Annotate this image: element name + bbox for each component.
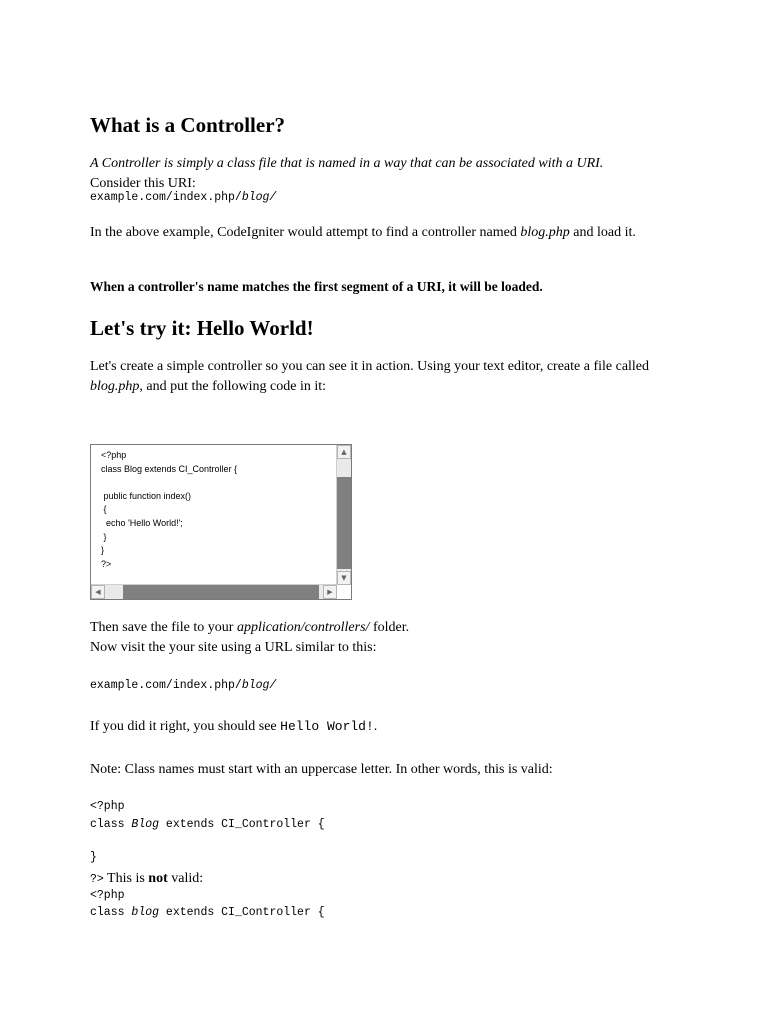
php-close-tag: ?> [90,873,104,886]
result-text-start: If you did it right, you should see [90,719,281,734]
intro-italic: A Controller is simply a class file that is named in a way that can be associated with a URI. [90,156,604,171]
class-keyword: class [90,906,132,919]
code-window-content: <?php class Blog extends CI_Controller { public function index() { echo 'Hello World!'; } } ?> [101,450,238,569]
scroll-up-button[interactable]: ▲ [337,445,351,459]
scroll-right-button[interactable]: ▶ [323,585,337,599]
not-bold: not [148,871,168,886]
invalid-line [90,869,203,890]
heading-hello-world: Let's try it: Hello World! [90,316,314,340]
intro-text [90,154,603,174]
uppercase-note: Note: Class names must start with an uppercase letter. In other words, this is valid: [90,762,553,777]
create-controller-paragraph [90,357,670,397]
para-text: Let's create a simple controller so you can see it in action. Using your text editor, create a file called [90,359,650,374]
uri-segment: blog/ [241,191,277,204]
valid-class-line [90,818,325,831]
para-text-end: and load it. [569,225,636,240]
invalid-php-open: <?php [90,889,125,902]
heading-what-is-controller: What is a Controller? [90,113,286,137]
valid-class-name: Blog [131,818,160,831]
visit-site-text: Now visit the your site using a URL similar to this: [90,640,377,655]
extends-clause: extends CI_Controller { [159,818,325,831]
invalid-text-start: This is [103,871,149,886]
para-filename: blog.php [520,225,570,240]
codeigniter-paragraph [90,223,670,243]
save-text: Then save the file to your [90,620,237,635]
scroll-down-button[interactable]: ▼ [337,571,351,585]
vertical-scroll-thumb[interactable] [337,477,351,569]
uri-example-1 [90,191,276,204]
invalid-text-end: valid: [167,871,204,886]
uri-prefix: example.com/index.php/ [90,191,242,204]
uri-segment: blog/ [241,679,277,692]
valid-php-open: <?php [90,800,125,813]
valid-close-brace: } [90,851,97,864]
extends-clause: extends CI_Controller { [159,906,325,919]
scroll-left-button[interactable]: ◀ [91,585,105,599]
bold-note: When a controller's name matches the first segment of a URI, it will be loaded. [90,279,543,294]
uri-example-2 [90,679,276,692]
vertical-scrollbar[interactable] [336,445,351,585]
uri-prefix: example.com/index.php/ [90,679,242,692]
horizontal-scrollbar[interactable] [91,584,337,599]
save-file-text [90,618,409,638]
code-window[interactable] [90,444,352,600]
para-filename: blog.php [90,379,140,394]
para-text: In the above example, CodeIgniter would attempt to find a controller named [90,225,521,240]
invalid-class-line [90,906,325,919]
result-text [90,717,377,737]
result-text-end: . [373,719,378,734]
controllers-folder: application/controllers/ [236,620,370,635]
consider-text: Consider this URI: [90,176,196,191]
horizontal-scroll-thumb[interactable] [123,585,319,599]
invalid-class-name: blog [131,906,160,919]
class-keyword: class [90,818,132,831]
para-text-end: , and put the following code in it: [139,379,327,394]
hello-world-code: Hello World! [280,719,374,734]
save-text-end: folder. [369,620,410,635]
